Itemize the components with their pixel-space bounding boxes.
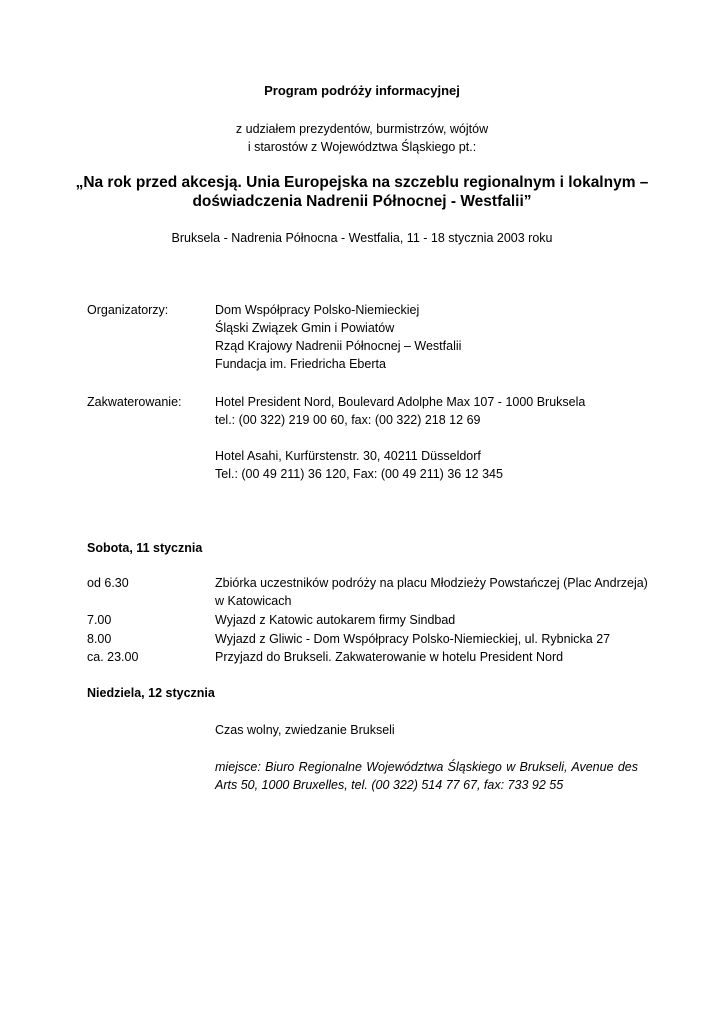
program-headline bbox=[0, 173, 724, 211]
organizer-item: Dom Współpracy Polsko-Niemieckiej bbox=[215, 303, 420, 317]
day-heading-sunday: Niedziela, 12 stycznia bbox=[87, 686, 215, 700]
venue-text: miejsce: Biuro Regionalne Województwa Śląskiego w Brukseli, Avenue des Arts 50, 1000 Bruxelles, tel. (00 322) 514 77 67, fax: 733 92 55 bbox=[215, 760, 638, 792]
entry-time: 7.00 bbox=[87, 613, 112, 627]
entry-time: 8.00 bbox=[87, 632, 112, 646]
spacer bbox=[215, 429, 638, 447]
day-heading-saturday: Sobota, 11 stycznia bbox=[87, 541, 203, 555]
place-and-date: Bruksela - Nadrenia Północna - Westfalia, 11 - 18 stycznia 2003 roku bbox=[171, 231, 553, 245]
hotel-1-contact: tel.: (00 322) 219 00 60, fax: (00 322) 218 12 69 bbox=[215, 413, 481, 427]
entry-description: Wyjazd z Gliwic - Dom Współpracy Polsko-Niemieckiej, ul. Rybnicka 27 bbox=[215, 632, 611, 646]
intro-line-2: i starostów z Województwa Śląskiego pt.: bbox=[247, 140, 477, 154]
entry-time: ca. 23.00 bbox=[87, 650, 139, 664]
headline-line-2: doświadczenia Nadrenii Północnej - Westfalii” bbox=[192, 193, 532, 210]
headline-line-1: „Na rok przed akcesją. Unia Europejska na szczeblu regionalnym i lokalnym – bbox=[75, 174, 649, 191]
entry-description: Wyjazd z Katowic autokarem firmy Sindbad bbox=[215, 613, 456, 627]
entry-line: Zbiórka uczestników podróży na placu Młodzieży Powstańczej (Plac Andrzeja) bbox=[215, 576, 648, 590]
hotel-1-address: Hotel President Nord, Boulevard Adolphe Max 107 - 1000 Bruksela bbox=[215, 395, 586, 409]
intro-line-1: z udziałem prezydentów, burmistrzów, wójtów bbox=[235, 122, 489, 136]
entry-time: od 6.30 bbox=[87, 576, 129, 590]
hotel-2-contact: Tel.: (00 49 211) 36 120, Fax: (00 49 211) 36 12 345 bbox=[215, 467, 503, 481]
entry-description: Przyjazd do Brukseli. Zakwaterowanie w hotelu President Nord bbox=[215, 650, 564, 664]
accommodation-details bbox=[215, 393, 638, 483]
entry-description: Czas wolny, zwiedzanie Brukseli bbox=[215, 723, 395, 737]
organizer-item: Rząd Krajowy Nadrenii Północnej – Westfalii bbox=[215, 339, 462, 353]
organizer-item: Śląski Związek Gmin i Powiatów bbox=[215, 321, 395, 335]
organizers-list bbox=[215, 301, 638, 373]
entry-line: w Katowicach bbox=[215, 594, 292, 608]
organizer-item: Fundacja im. Friedricha Eberta bbox=[215, 357, 386, 371]
hotel-2-address: Hotel Asahi, Kurfürstenstr. 30, 40211 Düsseldorf bbox=[215, 449, 481, 463]
organizers-label: Organizatorzy: bbox=[87, 303, 169, 317]
document-title: Program podróży informacyjnej bbox=[264, 83, 460, 98]
entry-description bbox=[215, 574, 648, 610]
accommodation-label: Zakwaterowanie: bbox=[87, 395, 182, 409]
intro-text bbox=[0, 120, 724, 156]
